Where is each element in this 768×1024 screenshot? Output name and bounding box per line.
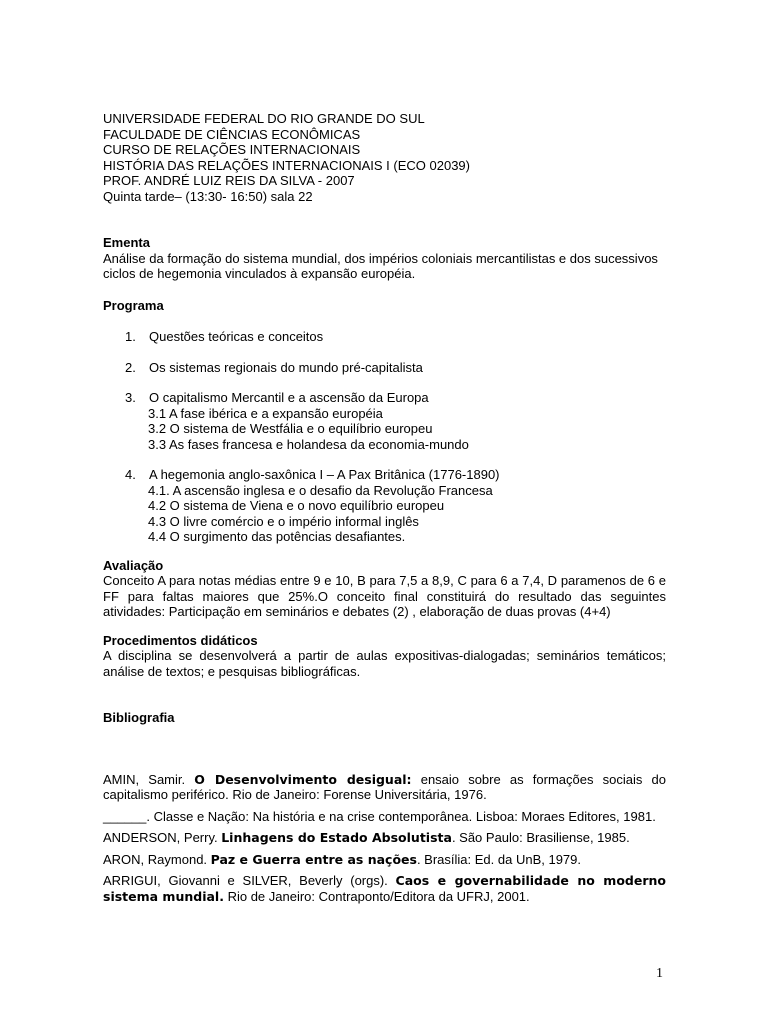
header-line: Quinta tarde– (13:30- 16:50) sala 22 — [103, 188, 313, 204]
item-number: 2. — [125, 359, 136, 375]
item-title: Os sistemas regionais do mundo pré-capitalista — [149, 359, 423, 375]
subitem: 4.1. A ascensão inglesa e o desafio da Revolução Francesa — [148, 482, 493, 498]
item-title: A hegemonia anglo-saxônica I – A Pax Britânica (1776-1890) — [149, 467, 500, 482]
bibliography-entry — [103, 830, 666, 846]
entry-prefix: ARON, Raymond. — [103, 851, 211, 867]
header-block — [103, 111, 666, 204]
programa-item — [103, 360, 666, 376]
programa-list — [103, 329, 666, 545]
item-number: 1. — [125, 329, 136, 344]
item-title: O capitalismo Mercantil e a ascensão da Europa — [149, 390, 429, 405]
ementa-heading: Ementa — [103, 235, 150, 250]
avaliacao-heading: Avaliação — [103, 557, 164, 573]
ementa-text: Análise da formação do sistema mundial, dos impérios coloniais mercantilistas e dos sucessivos ciclos de hegemonia vinculados à expansão européia. — [103, 250, 658, 281]
bibliography-entry — [103, 809, 666, 825]
header-line: PROF. ANDRÉ LUIZ REIS DA SILVA - 2007 — [103, 173, 355, 188]
programa-item — [103, 467, 666, 545]
bibliografia-heading: Bibliografia — [103, 710, 175, 725]
procedimentos-heading: Procedimentos didáticos — [103, 632, 258, 648]
header-line: CURSO DE RELAÇÕES INTERNACIONAIS — [103, 142, 361, 157]
entry-title: O Desenvolvimento desigual: — [194, 771, 412, 787]
subitem-list — [149, 406, 666, 453]
entry-title: Linhagens do Estado Absolutista — [221, 830, 452, 845]
bibliografia-section — [103, 710, 666, 904]
subitem: 4.4 O surgimento das potências desafiantes. — [148, 529, 406, 544]
bibliography-entry — [103, 772, 666, 803]
page-number: 1 — [656, 966, 663, 981]
entry-prefix: ARRIGUI, Giovanni e SILVER, Beverly (orgs). — [103, 873, 396, 888]
subitem: 4.3 O livre comércio e o império informal inglês — [148, 513, 419, 529]
subitem: 3.1 A fase ibérica e a expansão européia — [148, 405, 383, 421]
ementa-section — [103, 235, 666, 282]
header-line: FACULDADE DE CIÊNCIAS ECONÔMICAS — [103, 126, 361, 142]
entry-suffix: . São Paulo: Brasiliense, 1985. — [451, 830, 630, 845]
subitem: 4.2 O sistema de Viena e o novo equilíbrio europeu — [148, 498, 445, 513]
avaliacao-text: Conceito A para notas médias entre 9 e 10, B para 7,5 a 8,9, C para 6 a 7,4, D paramenos de 6 e FF para faltas maiores que 25%.O conceito final constituirá do resultado das seguintes atividades: Participação em seminários e debates (2) , elaboração de duas provas (4+4) — [103, 573, 666, 619]
entry-prefix: ANDERSON, Perry. — [103, 830, 222, 845]
entry-suffix: ensaio sobre as formações sociais do capitalismo periférico. Rio de Janeiro: Forense Universitária, 1976. — [103, 771, 666, 802]
subitem: 3.2 O sistema de Westfália e o equilíbrio europeu — [148, 421, 433, 436]
programa-item — [103, 329, 666, 345]
header-line: UNIVERSIDADE FEDERAL DO RIO GRANDE DO SUL — [103, 111, 425, 126]
bibliography-entry — [103, 852, 666, 868]
programa-section — [103, 298, 666, 545]
avaliacao-section — [103, 558, 666, 620]
subitem: 3.3 As fases francesa e holandesa da economia-mundo — [148, 436, 469, 452]
entry-prefix: AMIN, Samir. — [103, 771, 195, 787]
entry-suffix: Rio de Janeiro: Contraponto/Editora da UFRJ, 2001. — [223, 888, 530, 904]
procedimentos-text: A disciplina se desenvolverá a partir de aulas expositivas-dialogadas; seminários temáticos; análise de textos; e pesquisas bibliográficas. — [103, 648, 666, 679]
programa-item — [103, 390, 666, 452]
subitem-list — [149, 483, 666, 545]
item-number: 4. — [125, 467, 136, 482]
programa-heading: Programa — [103, 297, 164, 313]
bibliography-entry — [103, 873, 666, 904]
header-line: HISTÓRIA DAS RELAÇÕES INTERNACIONAIS I (ECO 02039) — [103, 157, 470, 173]
bibliography-list — [103, 772, 666, 905]
procedimentos-section — [103, 633, 666, 680]
item-title: Questões teóricas e conceitos — [149, 329, 324, 344]
entry-prefix: ______. Classe e Nação: Na história e na crise contemporânea. Lisboa: Moraes Editores, 1981. — [103, 808, 656, 824]
entry-suffix: . Brasília: Ed. da UnB, 1979. — [416, 851, 581, 867]
entry-title: Paz e Guerra entre as nações — [210, 851, 417, 867]
entry-title: Caos e governabilidade no moderno sistema mundial. — [103, 873, 666, 904]
item-number: 3. — [125, 390, 136, 405]
document-content — [103, 111, 666, 910]
